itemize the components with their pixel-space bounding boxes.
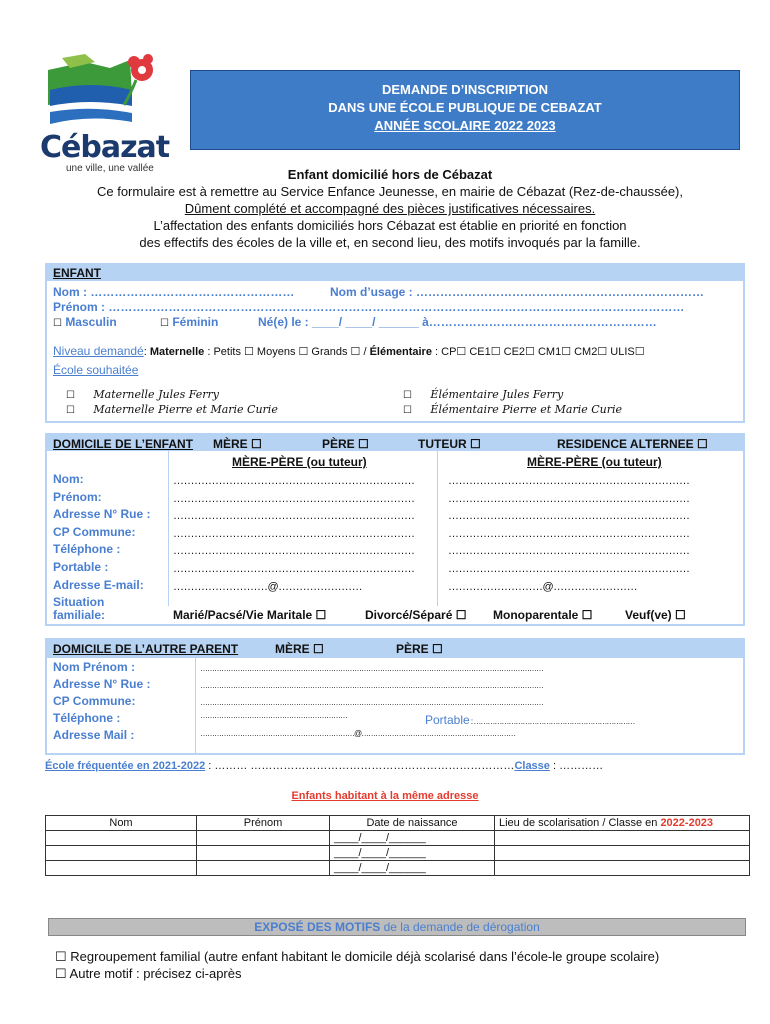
field-line[interactable]: ……………………………………………………………	[173, 527, 415, 540]
title-line-1: DEMANDE D’INSCRIPTION	[381, 82, 549, 97]
table-header-row	[46, 816, 750, 831]
autre-field-line[interactable]: …………………………………………………………………………………………………………………………………	[200, 698, 543, 707]
checkbox-icon[interactable]: ☐	[53, 318, 62, 329]
autre-portable-label: Portable	[425, 713, 470, 727]
pere-checkbox[interactable]: PÈRE ☐	[322, 437, 369, 451]
autre-mere-checkbox[interactable]: MÈRE ☐	[275, 642, 324, 656]
column-divider	[195, 658, 196, 753]
domicile-title: DOMICILE DE L’ENFANT	[53, 437, 194, 451]
title-banner	[190, 70, 740, 150]
cell-lieu[interactable]	[495, 831, 750, 846]
col-head-2: MÈRE-PÈRE (ou tuteur)	[527, 455, 662, 469]
field-line[interactable]: ……………………………………………………………	[448, 492, 690, 505]
autre-pere-checkbox[interactable]: PÈRE ☐	[396, 642, 443, 656]
cell-nom[interactable]	[46, 846, 197, 861]
motif-option-2[interactable]: ☐ Autre motif : précisez ci-après	[55, 966, 242, 981]
field-line[interactable]: ……………………………………………………………	[173, 475, 415, 487]
label-nom: Nom:	[53, 472, 84, 486]
maternelle-options[interactable]: : Petits ☐ Moyens ☐ Grands ☐ /	[204, 346, 370, 358]
classe-label: Classe	[514, 760, 550, 772]
field-line[interactable]: ……………………………………………………………	[448, 527, 690, 540]
email-line[interactable]: ………………………@……………………	[448, 580, 638, 593]
intro-line-4: des effectifs des écoles de la ville et, en second lieu, des motifs invoqués par la famille.	[139, 235, 641, 250]
ecole-option-label: Élémentaire Jules Ferry	[430, 388, 564, 401]
title-line-3: ANNÉE SCOLAIRE 2022 2023	[374, 118, 556, 133]
logo-tagline: une ville, une vallée	[66, 163, 154, 174]
col-lieu	[495, 816, 750, 831]
col-head-1: MÈRE-PÈRE (ou tuteur)	[232, 455, 367, 469]
column-divider	[437, 451, 438, 606]
nom-usage-field[interactable]: Nom d’usage : ………………………………………………………………	[330, 285, 705, 299]
label-prenom: Prénom:	[53, 489, 102, 504]
autre-label-nom: Nom Prénom :	[53, 660, 136, 674]
email-line[interactable]: ………………………@……………………	[173, 580, 363, 593]
autre-label-cp: CP Commune:	[53, 694, 136, 708]
situation-option-4[interactable]: Veuf(ve) ☐	[625, 608, 686, 622]
label-telephone: Téléphone :	[53, 542, 121, 557]
situation-option-1[interactable]: Marié/Pacsé/Vie Maritale ☐	[173, 608, 327, 622]
col-prenom: Prénom	[197, 816, 330, 831]
feminin-label: Féminin	[172, 315, 219, 329]
cell-nom[interactable]	[46, 831, 197, 846]
elementaire-options[interactable]: : CP☐ CE1☐ CE2☐ CM1☐ CM2☐ ULIS☐	[431, 346, 645, 358]
col-lieu-label: Lieu de scolarisation / Classe en	[499, 817, 661, 829]
situation-option-2[interactable]: Divorcé/Séparé ☐	[365, 608, 467, 622]
field-line[interactable]: ……………………………………………………………	[173, 510, 415, 523]
field-line[interactable]: ……………………………………………………………	[448, 545, 690, 558]
field-line[interactable]: ……………………………………………………………	[173, 562, 415, 575]
table-row	[46, 831, 750, 846]
logo-graphic	[40, 50, 160, 130]
feminin-option[interactable]	[160, 315, 218, 329]
niveau-row: Niveau demandé: Maternelle : Petits ☐ Moyens ☐ Grands ☐ / Élémentaire : CP☐ CE1☐ CE2☐ CM1☐ CM2☐ ULIS☐	[53, 344, 645, 358]
ecole-option-label: Maternelle Jules Ferry	[93, 388, 220, 401]
mere-checkbox[interactable]: MÈRE ☐	[213, 437, 262, 451]
ecole-option-4[interactable]	[403, 400, 622, 418]
autre-title: DOMICILE DE L’AUTRE PARENT	[53, 642, 239, 656]
checkbox-icon[interactable]: ☐	[403, 390, 412, 401]
siblings-table	[45, 815, 750, 876]
title-line-2: DANS UNE ÉCOLE PUBLIQUE DE CEBAZAT	[328, 100, 602, 115]
cell-date[interactable]: ____/____/______	[330, 861, 495, 876]
classe-line[interactable]: : …………	[549, 760, 604, 772]
field-line[interactable]: ……………………………………………………………	[448, 475, 690, 487]
motifs-title-a: EXPOSÉ DES MOTIFS	[254, 920, 381, 934]
autre-portable-line[interactable]: : ……………………………………………………………	[469, 717, 635, 726]
siblings-title: Enfants habitant à la même adresse	[291, 790, 479, 802]
checkbox-icon[interactable]: ☐	[66, 405, 75, 416]
motifs-title-b: de la demande de dérogation	[380, 920, 540, 934]
tuteur-checkbox[interactable]: TUTEUR ☐	[418, 437, 481, 451]
field-line[interactable]: ……………………………………………………………	[173, 545, 415, 558]
checkbox-icon[interactable]: ☐	[403, 405, 412, 416]
col-nom: Nom	[46, 816, 197, 831]
cell-nom[interactable]	[46, 861, 197, 876]
autre-tel-line[interactable]: ………………………………………………………	[200, 711, 347, 720]
label-portable: Portable :	[53, 559, 109, 574]
label-situation-2: familiale:	[53, 608, 106, 622]
intro-line-2: Dûment complété et accompagné des pièces justificatives nécessaires.	[184, 201, 596, 216]
masculin-option[interactable]	[53, 315, 117, 329]
autre-field-line[interactable]: …………………………………………………………………………………………………………………………………	[200, 681, 543, 690]
nom-field[interactable]: Nom : ……………………………………………	[53, 285, 295, 299]
motifs-banner	[48, 918, 746, 936]
autre-label-mail: Adresse Mail :	[53, 728, 135, 742]
intro-block	[40, 166, 740, 251]
maternelle-label: Maternelle	[149, 346, 205, 358]
ecole-option-label: Élémentaire Pierre et Marie Curie	[430, 403, 623, 416]
autre-label-adresse: Adresse N° Rue :	[53, 677, 151, 691]
prenom-field[interactable]: Prénom : ………………………………………………………………………………………………………………………………	[53, 300, 685, 314]
field-line[interactable]: ……………………………………………………………	[448, 510, 690, 523]
label-cp: CP Commune:	[53, 524, 136, 539]
enfant-title: ENFANT	[53, 266, 101, 280]
table-row	[46, 861, 750, 876]
label-situation-1: Situation	[53, 595, 105, 610]
col-lieu-year: 2022-2023	[660, 817, 714, 829]
autre-mail-line[interactable]: …………………………………………………………@…………………………………………………………	[200, 729, 516, 738]
label-email: Adresse E-mail:	[53, 577, 144, 592]
cell-lieu[interactable]	[495, 861, 750, 876]
field-line[interactable]: ……………………………………………………………	[448, 562, 690, 575]
autre-field-line[interactable]: …………………………………………………………………………………………………………………………………	[200, 664, 543, 673]
motif-option-1[interactable]: ☐ Regroupement familial (autre enfant habitant le domicile déjà scolarisé dans l’école-le groupe scolaire)	[55, 949, 660, 964]
cell-date[interactable]: ____/____/______	[330, 831, 495, 846]
label-adresse: Adresse N° Rue :	[53, 507, 151, 522]
cell-lieu[interactable]	[495, 846, 750, 861]
checkbox-icon[interactable]: ☐	[66, 390, 75, 401]
cebazat-logo	[40, 50, 170, 174]
table-row	[46, 846, 750, 861]
intro-line-1: Ce formulaire est à remettre au Service Enfance Jeunesse, en mairie de Cébazat (Rez-de-chaussée),	[96, 184, 683, 199]
ecole-frequentee-row	[45, 760, 603, 772]
intro-line-3: L’affectation des enfants domiciliés hors Cébazat est établie en priorité en fonction	[153, 218, 627, 233]
birth-field[interactable]: Né(e) le : ____/ ____/ ______ à…………………………………………………	[258, 315, 657, 329]
col-date: Date de naissance	[330, 816, 495, 831]
checkbox-icon[interactable]: ☐	[160, 318, 169, 329]
masculin-label: Masculin	[65, 315, 117, 329]
cell-date[interactable]: ____/____/______	[330, 846, 495, 861]
field-line[interactable]: ……………………………………………………………	[173, 492, 415, 505]
alterne-checkbox[interactable]: RESIDENCE ALTERNEE ☐	[557, 437, 708, 451]
ecole-frequentee-line[interactable]: : ……… ………………………………………………………………	[205, 760, 515, 772]
intro-title: Enfant domicilié hors de Cébazat	[287, 167, 493, 182]
autre-portable-row	[425, 711, 634, 729]
autre-label-tel: Téléphone :	[53, 711, 121, 725]
cell-prenom[interactable]	[197, 861, 330, 876]
ecole-option-label: Maternelle Pierre et Marie Curie	[93, 403, 278, 416]
cell-prenom[interactable]	[197, 831, 330, 846]
ecole-option-2[interactable]	[66, 400, 278, 418]
elementaire-label: Élémentaire	[369, 346, 432, 358]
ecole-frequentee-label: École fréquentée en 2021-2022	[45, 760, 206, 772]
situation-option-3[interactable]: Monoparentale ☐	[493, 608, 593, 622]
logo-name: Cébazat	[40, 130, 170, 165]
column-divider	[168, 451, 169, 606]
ecole-label: École souhaitée	[53, 363, 139, 377]
niveau-label: Niveau demandé	[53, 344, 144, 358]
cell-prenom[interactable]	[197, 846, 330, 861]
